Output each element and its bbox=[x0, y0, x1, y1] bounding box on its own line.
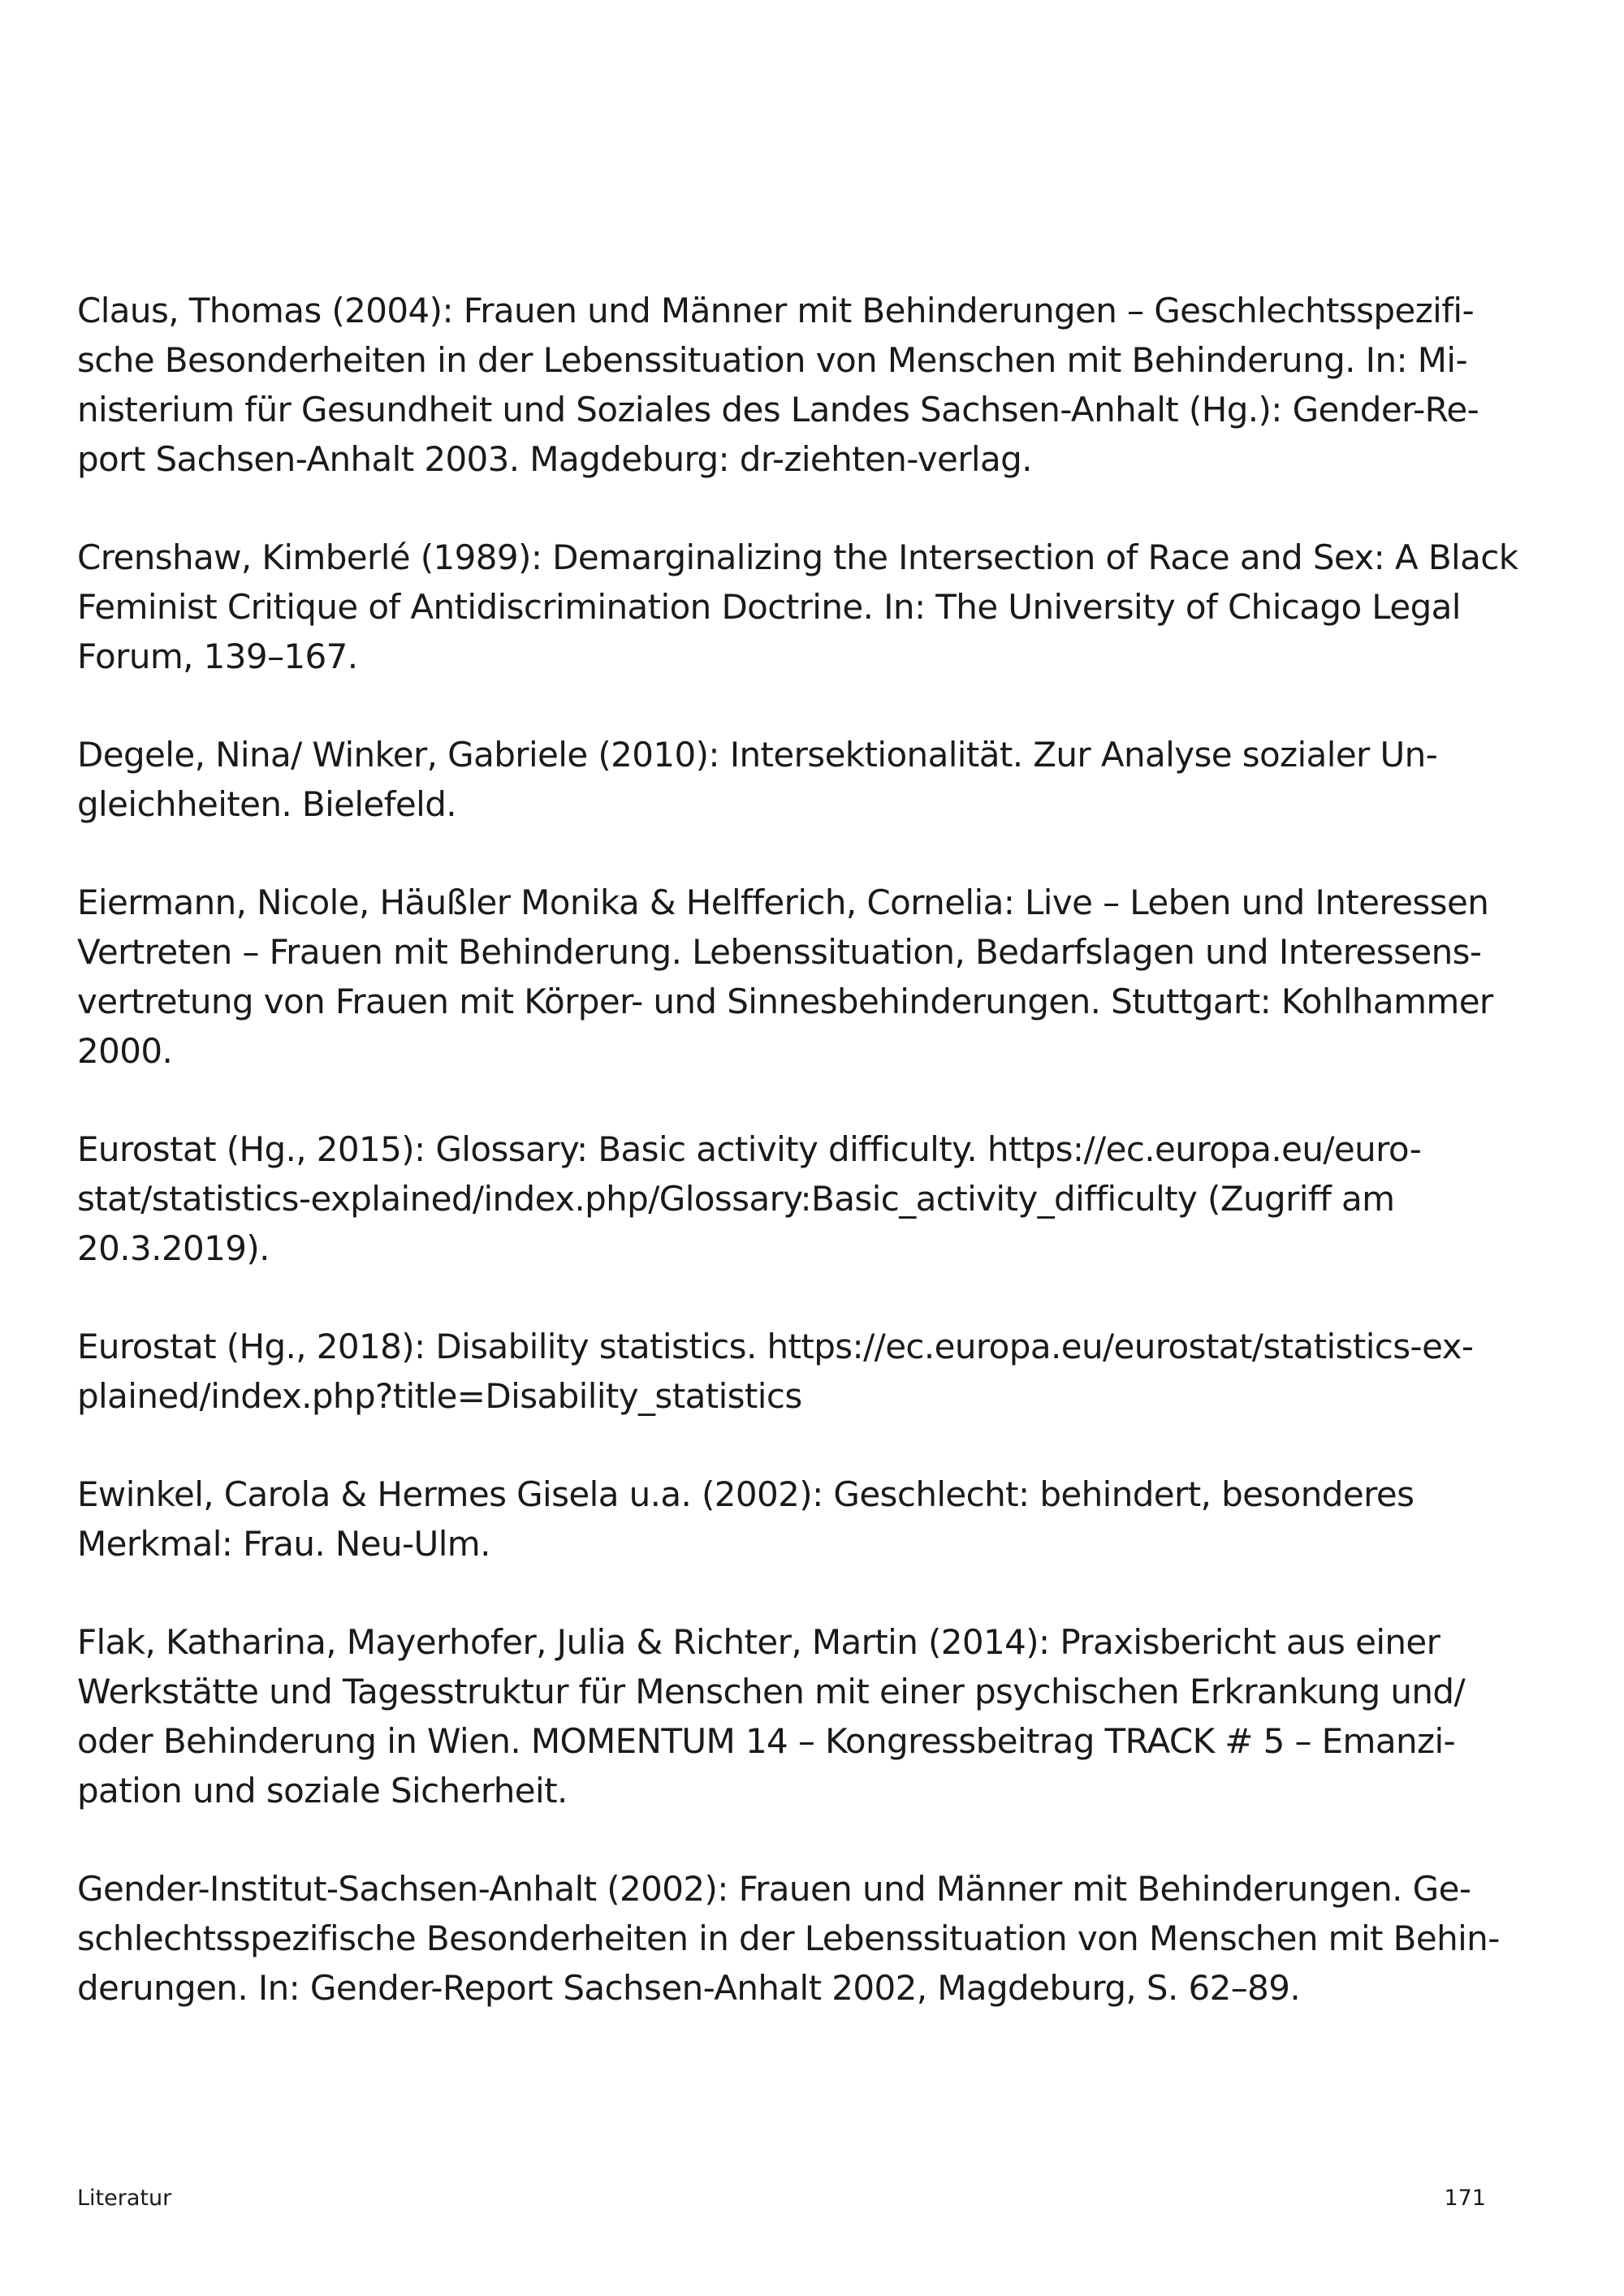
entry-line: Eurostat (Hg., 2018): Disability statistics. https://ec.europa.eu/eurostat/statistics-ex- bbox=[77, 1327, 1474, 1366]
entry-line: Ewinkel, Carola & Hermes Gisela u.a. (2002): Geschlecht: behindert, besonderes bbox=[77, 1474, 1415, 1514]
bibliography-entry bbox=[77, 1864, 1500, 2013]
bibliography-entry bbox=[77, 878, 1493, 1076]
entry-line: Gender-Institut-Sachsen-Anhalt (2002): Frauen und Männer mit Behinderungen. Ge- bbox=[77, 1869, 1471, 1909]
footer-section-label: Literatur bbox=[77, 2186, 172, 2211]
entry-line: Eurostat (Hg., 2015): Glossary: Basic activity difficulty. https://ec.europa.eu/euro- bbox=[77, 1129, 1422, 1169]
entry-line: Feminist Critique of Antidiscrimination Doctrine. In: The University of Chicago Legal bbox=[77, 587, 1461, 627]
entry-line: Forum, 139–167. bbox=[77, 637, 358, 676]
entry-line: 20.3.2019). bbox=[77, 1228, 270, 1268]
entry-line: Claus, Thomas (2004): Frauen und Männer mit Behinderungen – Geschlechtsspezifi- bbox=[77, 291, 1475, 330]
bibliography-entry bbox=[77, 1470, 1486, 1569]
entry-line: 2000. bbox=[77, 1031, 173, 1071]
entry-line: sche Besonderheiten in der Lebenssituation von Menschen mit Behinderung. In: Mi- bbox=[77, 340, 1468, 380]
entry-line: Flak, Katharina, Mayerhofer, Julia & Richter, Martin (2014): Praxisbericht aus einer bbox=[77, 1622, 1440, 1662]
page-footer bbox=[77, 2182, 1486, 2215]
bibliography-entry bbox=[77, 1617, 1486, 1815]
bibliography-entry bbox=[77, 1124, 1486, 1273]
entry-line: plained/index.php?title=Disability_statistics bbox=[77, 1376, 802, 1416]
bibliography-entry bbox=[77, 533, 1518, 681]
entry-line: Crenshaw, Kimberlé (1989): Demarginalizing the Intersection of Race and Sex: A Black bbox=[77, 537, 1518, 577]
bibliography-entry bbox=[77, 286, 1486, 484]
entry-line: oder Behinderung in Wien. MOMENTUM 14 – Kongressbeitrag TRACK # 5 – Emanzi- bbox=[77, 1721, 1456, 1761]
entry-line: Eiermann, Nicole, Häußler Monika & Helfferich, Cornelia: Live – Leben und Interessen bbox=[77, 883, 1489, 922]
bibliography-entry bbox=[77, 1322, 1486, 1421]
entry-line: Degele, Nina/ Winker, Gabriele (2010): Intersektionalität. Zur Analyse sozialer Un- bbox=[77, 735, 1438, 775]
entry-line: pation und soziale Sicherheit. bbox=[77, 1771, 568, 1810]
entry-line: stat/statistics-explained/index.php/Glossary:Basic_activity_difficulty (Zugriff am bbox=[77, 1179, 1395, 1219]
page-number: 171 bbox=[1444, 2186, 1486, 2211]
entry-line: vertretung von Frauen mit Körper- und Sinnesbehinderungen. Stuttgart: Kohlhammer bbox=[77, 982, 1493, 1021]
entry-line: Merkmal: Frau. Neu-Ulm. bbox=[77, 1524, 490, 1564]
entry-line: schlechtsspezifische Besonderheiten in der Lebenssituation von Menschen mit Behin- bbox=[77, 1918, 1500, 1958]
entry-line: Werkstätte und Tagesstruktur für Menschen mit einer psychischen Erkrankung und/ bbox=[77, 1672, 1466, 1711]
entry-line: Vertreten – Frauen mit Behinderung. Lebenssituation, Bedarfslagen und Interessens- bbox=[77, 932, 1482, 972]
entry-line: port Sachsen-Anhalt 2003. Magdeburg: dr-ziehten-verlag. bbox=[77, 439, 1032, 479]
entry-line: nisterium für Gesundheit und Soziales des Landes Sachsen-Anhalt (Hg.): Gender-Re- bbox=[77, 390, 1479, 429]
entry-line: gleichheiten. Bielefeld. bbox=[77, 784, 457, 824]
bibliography-entry bbox=[77, 730, 1486, 829]
entry-line: derungen. In: Gender-Report Sachsen-Anhalt 2002, Magdeburg, S. 62–89. bbox=[77, 1968, 1301, 2008]
bibliography-list bbox=[77, 286, 1518, 2061]
